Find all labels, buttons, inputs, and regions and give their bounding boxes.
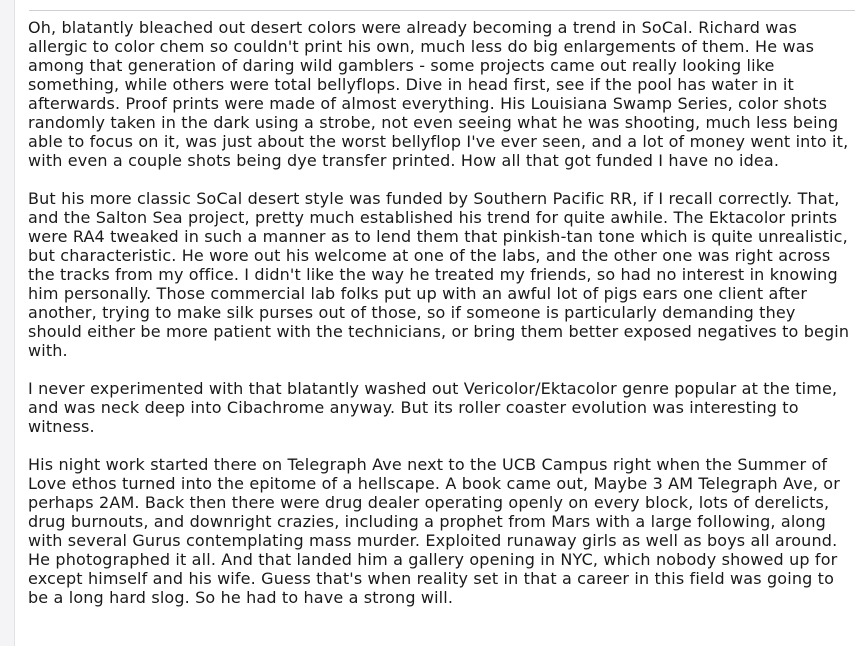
header-divider [29, 10, 855, 11]
forum-post-container [14, 0, 856, 646]
post-paragraph-2: But his more classic SoCal desert style was funded by Southern Pacific RR, if I recall correctly. That, and the Salton Sea project, pretty much established his trend for quite awhile. The Ektacolor prints were RA4 tweaked in such a manner as to lend them that pinkish-tan tone which is quite unrealistic, but characteristic. He wore out his welcome at one of the labs, and the other one was right across the tracks from my office. I didn't like the way he treated my friends, so had no interest in knowing him personally. Those commercial lab folks put up with an awful lot of pigs ears one client after another, trying to make silk purses out of those, so if someone is particularly demanding they should either be more patient with the technicians, or bring them better exposed negatives to begin with. [28, 189, 850, 360]
post-body [28, 18, 854, 626]
post-paragraph-4: His night work started there on Telegraph Ave next to the UCB Campus right when the Summer of Love ethos turned into the epitome of a hellscape. A book came out, Maybe 3 AM Telegraph Ave, or perhaps 2AM. Back then there were drug dealer operating openly on every block, lots of derelicts, drug burnouts, and downright crazies, including a prophet from Mars with a large following, along with several Gurus contemplating mass murder. Exploited runaway girls as well as boys all around. He photographed it all. And that landed him a gallery opening in NYC, which nobody showed up for except himself and his wife. Guess that's when reality set in that a career in this field was going to be a long hard slog. So he had to have a strong will. [28, 455, 840, 607]
post-paragraph-1: Oh, blatantly bleached out desert colors were already becoming a trend in SoCal. Richard was allergic to color chem so couldn't print his own, much less do big enlargements of them. He was among that generation of daring wild gamblers - some projects came out really looking like something, while others were total bellyflops. Dive in head first, see if the pool has water in it afterwards. Proof prints were made of almost everything. His Louisiana Swamp Series, color shots randomly taken in the dark using a strobe, not even seeing what he was shooting, much less being able to focus on it, was just about the worst bellyflop I've ever seen, and a lot of money went into it, with even a couple shots being dye transfer printed. How all that got funded I have no idea. [28, 18, 849, 170]
post-paragraph-3: I never experimented with that blatantly washed out Vericolor/Ektacolor genre popular at the time, and was neck deep into Cibachrome anyway. But its roller coaster evolution was interesting to witness. [28, 379, 838, 436]
